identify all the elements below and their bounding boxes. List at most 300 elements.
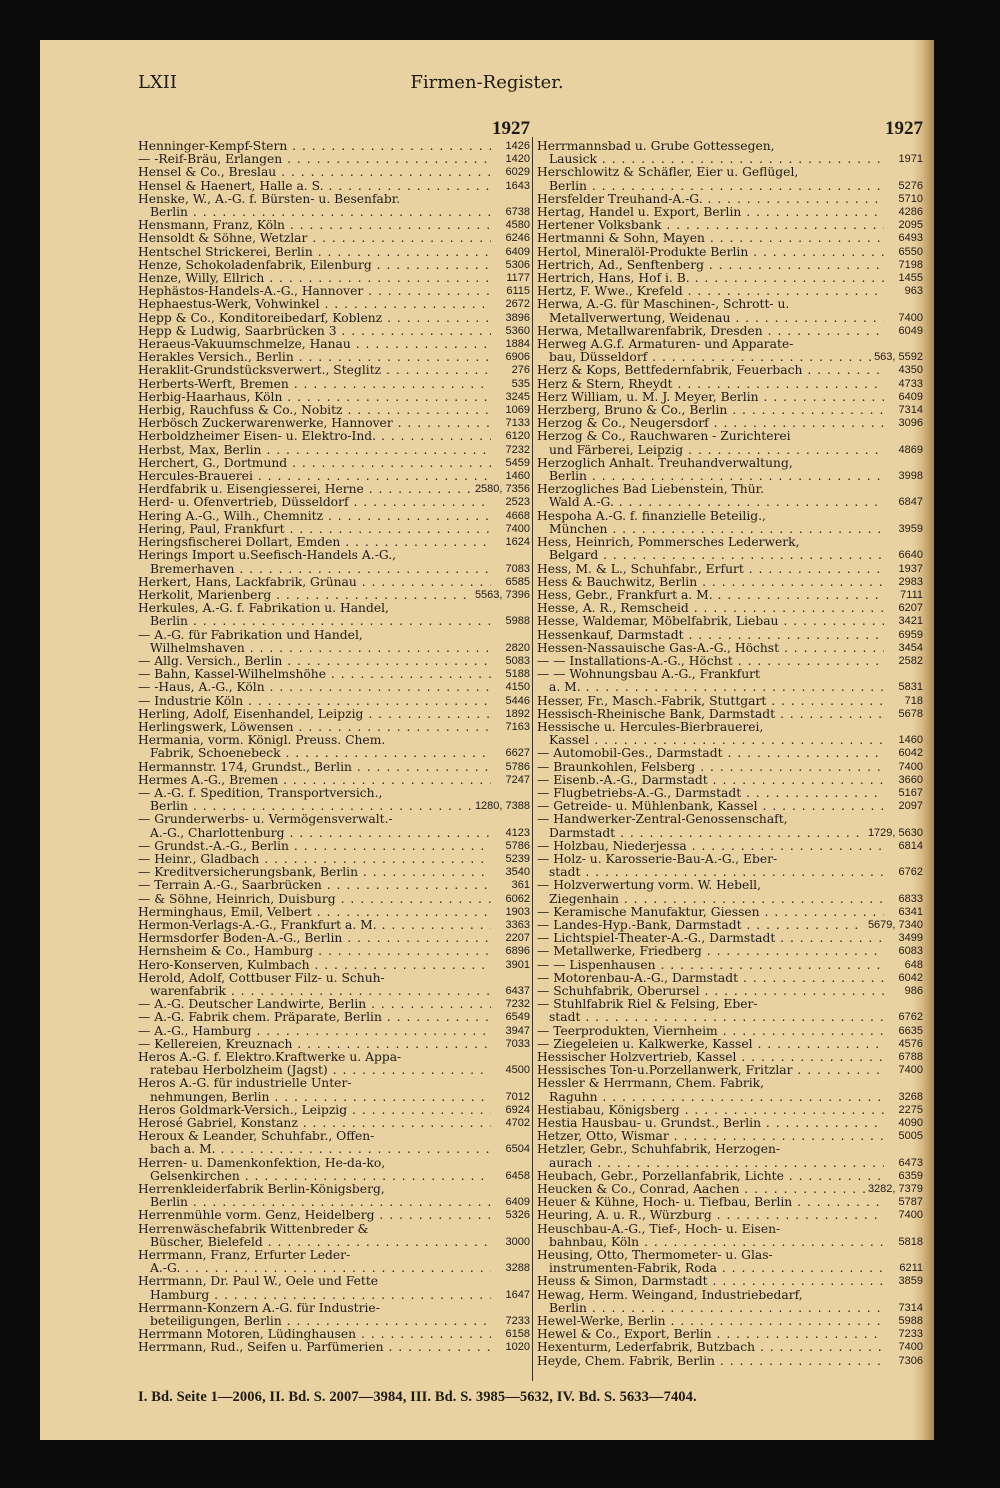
entry-company-name	[537, 298, 884, 324]
entry-page-reference: 5005	[898, 1130, 923, 1143]
entry-page-reference: 6211	[899, 1262, 923, 1275]
entry-company-name	[537, 1051, 884, 1064]
entry-name-continuation: Berlin . . .	[138, 206, 491, 219]
register-entry	[138, 1249, 530, 1275]
entry-name-line: Hepp & Ludwig, Saarbrücken 3 . . .	[138, 325, 491, 338]
register-entry	[537, 483, 923, 509]
register-entry	[537, 1183, 923, 1196]
entry-page-reference: 7306	[898, 1354, 923, 1367]
register-entry	[537, 1223, 923, 1249]
entry-name-line: Herkert, Hans, Lackfabrik, Grünau . . .	[138, 576, 491, 589]
entry-name-line: Hersfelder Treuhand-A.-G. . . .	[537, 193, 884, 206]
entry-name-line: Herschlowitz & Schäfler, Eier u. Geflügel,	[537, 166, 799, 180]
register-entry	[138, 602, 530, 628]
entry-company-name	[537, 1275, 884, 1288]
entry-page-reference: 7012	[505, 1090, 530, 1103]
entry-name-continuation: Hamburg . . .	[138, 1289, 491, 1302]
entry-page-reference: 7400	[505, 522, 530, 535]
entry-company-name	[537, 417, 884, 430]
entry-name-line: Hertag, Handel u. Export, Berlin . . .	[537, 206, 884, 219]
entry-company-name	[537, 906, 884, 919]
entry-page-reference: 6207	[898, 602, 923, 615]
entry-name-continuation: Berlin . . .	[138, 615, 491, 628]
entry-name-line: — -Reif-Bräu, Erlangen . . .	[138, 153, 491, 166]
entry-name-line: Heros A.-G. f. Elektro.Kraftwerke u. Appa-	[138, 1051, 402, 1065]
entry-company-name	[138, 932, 491, 945]
entry-name-continuation: A.-G., Charlottenburg . . .	[138, 827, 491, 840]
register-entry	[537, 1249, 923, 1275]
entry-name-continuation: München . . .	[537, 523, 884, 536]
entry-company-name	[537, 193, 884, 206]
entry-company-name	[138, 1183, 491, 1209]
entry-company-name	[138, 1223, 491, 1249]
entry-name-line: Herrenwäschefabrik Wittenbreder &	[138, 1222, 369, 1236]
entry-page-reference: 4580	[505, 219, 530, 232]
entry-company-name	[537, 721, 884, 747]
register-entry	[138, 1341, 530, 1354]
entry-page-reference: 4150	[505, 681, 530, 694]
entry-name-continuation: Fabrik, Schoenebeck . . .	[138, 747, 491, 760]
entry-page-reference: 2580, 7356	[474, 483, 530, 496]
page-number: LXII	[138, 72, 177, 93]
entry-name-line: Hetzler, Gebr., Schuhfabrik, Herzogen-	[537, 1143, 781, 1157]
entry-company-name	[537, 1104, 884, 1117]
entry-company-name	[537, 232, 884, 245]
register-entry	[138, 879, 530, 892]
register-entry	[537, 985, 923, 998]
entry-name-line: Hexenturm, Lederfabrik, Butzbach . . .	[537, 1341, 884, 1354]
entry-name-line: Hensel & Haenert, Halle a. S. . . .	[138, 180, 491, 193]
register-entry	[537, 166, 923, 192]
register-entry	[138, 470, 530, 483]
entry-page-reference: 5276	[898, 179, 923, 192]
entry-page-reference: 3245	[505, 390, 530, 403]
entry-company-name	[138, 140, 491, 153]
register-entry	[537, 417, 923, 430]
register-entry	[138, 140, 530, 153]
entry-company-name	[537, 774, 884, 787]
entry-name-continuation: Berlin . . .	[537, 180, 884, 193]
entry-page-reference: 6814	[898, 839, 923, 852]
entry-company-name	[138, 576, 491, 589]
entry-page-reference: 7111	[900, 588, 923, 601]
entry-page-reference: 6341	[898, 905, 923, 918]
entry-name-line: Hessischer Holzvertrieb, Kassel . . .	[537, 1051, 884, 1064]
entry-page-reference: 7400	[898, 1341, 923, 1354]
entry-name-line: Heusing, Otto, Thermometer- u. Glas-	[537, 1249, 773, 1263]
entry-name-line: Hensmann, Franz, Köln . . .	[138, 219, 491, 232]
entry-name-line: Herkolit, Marienberg . . .	[138, 589, 472, 602]
entry-page-reference: 4869	[898, 443, 923, 456]
entry-name-continuation: Wald A.-G. . . .	[537, 496, 884, 509]
entry-page-reference: 4090	[898, 1117, 923, 1130]
entry-page-reference: 1280, 7388	[474, 800, 530, 813]
entry-company-name	[138, 1130, 491, 1156]
entry-name-line: — Grundst.-A.-G., Berlin . . .	[138, 840, 491, 853]
register-entry	[537, 1117, 923, 1130]
entry-name-line: Hermania, vorm. Königl. Preuss. Chem.	[138, 734, 386, 748]
entry-page-reference: 3499	[898, 932, 923, 945]
entry-company-name	[138, 272, 491, 285]
entry-name-line: Hess & Bauchwitz, Berlin . . .	[537, 576, 884, 589]
entry-page-reference: 6246	[505, 232, 530, 245]
entry-company-name	[138, 338, 491, 351]
entry-name-line: — A.-G., Hamburg . . .	[138, 1025, 491, 1038]
entry-page-reference: 4576	[898, 1037, 923, 1050]
entry-page-reference: 6029	[505, 166, 530, 179]
entry-name-line: Hesse, Waldemar, Möbelfabrik, Liebau . . .	[537, 615, 884, 628]
entry-company-name	[537, 430, 884, 456]
entry-company-name	[138, 774, 491, 787]
entry-name-line: Herwa, Metallwarenfabrik, Dresden . . .	[537, 325, 884, 338]
entry-company-name	[537, 285, 884, 298]
register-entry	[138, 193, 530, 219]
entry-name-line: Herrmannsbad u. Grube Gottessegen,	[537, 140, 775, 153]
entry-company-name	[537, 206, 884, 219]
entry-name-continuation: Raguhn . . .	[537, 1091, 884, 1104]
entry-company-name	[537, 576, 884, 589]
entry-name-line: Herakles Versich., Berlin . . .	[138, 351, 491, 364]
entry-company-name	[537, 272, 884, 285]
register-entry	[537, 1025, 923, 1038]
entry-name-line: Herboldzheimer Eisen- u. Elektro-Ind. . . .	[138, 430, 491, 443]
entry-name-line: Heucken & Co., Conrad, Aachen . . .	[537, 1183, 865, 1196]
entry-name-line: Henze, Willy, Ellrich . . .	[138, 272, 491, 285]
entry-page-reference: 1643	[505, 179, 530, 192]
entry-name-line: Heros Goldmark-Versich., Leipzig . . .	[138, 1104, 491, 1117]
entry-page-reference: 3947	[505, 1024, 530, 1037]
register-entry	[537, 602, 923, 615]
entry-name-line: Herrmann, Dr. Paul W., Oele und Fette	[138, 1275, 379, 1289]
entry-company-name	[537, 708, 884, 721]
register-entry	[537, 536, 923, 562]
register-entry	[537, 615, 923, 628]
right-year-heading: 1927	[885, 118, 923, 139]
entry-company-name	[138, 1077, 491, 1103]
entry-name-line: — Industrie Köln . . .	[138, 695, 491, 708]
entry-name-continuation: Berlin . . .	[138, 800, 472, 813]
register-entry	[537, 906, 923, 919]
entry-name-line: — Allg. Versich., Berlin . . .	[138, 655, 491, 668]
entry-company-name	[537, 1143, 884, 1169]
entry-company-name	[138, 1011, 491, 1024]
entry-company-name	[138, 919, 491, 932]
register-entry	[138, 629, 530, 655]
entry-company-name	[138, 246, 491, 259]
register-entry	[138, 1209, 530, 1222]
entry-name-continuation: bau, Düsseldorf . . .	[537, 351, 871, 364]
entry-name-line: Hespoha A.-G. f. finanzielle Beteilig.,	[537, 509, 766, 523]
entry-name-line: Hessisches Ton-u.Porzellanwerk, Fritzlar . . .	[537, 1064, 884, 1077]
entry-name-line: Hepp & Co., Konditoreibedarf, Koblenz . . .	[138, 312, 491, 325]
entry-name-line: — A.-G. Fabrik chem. Präparate, Berlin . . .	[138, 1011, 491, 1024]
entry-company-name	[138, 1117, 491, 1130]
register-entry	[537, 959, 923, 972]
register-entry	[138, 774, 530, 787]
entry-page-reference: 6762	[898, 866, 923, 879]
entry-name-line: Herling, Adolf, Eisenhandel, Leipzig . . .	[138, 708, 491, 721]
entry-page-reference: 718	[904, 694, 923, 707]
register-entry	[537, 378, 923, 391]
register-entry	[138, 1038, 530, 1051]
entry-company-name	[138, 325, 491, 338]
entry-page-reference: 1647	[505, 1288, 530, 1301]
entry-name-line: Hermsdorfer Boden-A.-G., Berlin . . .	[138, 932, 491, 945]
entry-name-line: Hensoldt & Söhne, Wetzlar . . .	[138, 232, 491, 245]
register-entry	[537, 1289, 923, 1315]
entry-page-reference: 986	[904, 985, 923, 997]
entry-name-line: — Landes-Hyp.-Bank, Darmstadt . . .	[537, 919, 865, 932]
entry-page-reference: 6959	[898, 628, 923, 641]
entry-name-continuation: Belgard . . .	[537, 549, 884, 562]
entry-company-name	[537, 378, 884, 391]
register-entry	[138, 998, 530, 1011]
register-entry	[537, 642, 923, 655]
entry-company-name	[537, 457, 884, 483]
entry-page-reference: 7232	[505, 443, 530, 456]
entry-page-reference: 1971	[898, 153, 923, 166]
register-entry	[537, 510, 923, 536]
entry-name-line: Herchert, G., Dortmund . . .	[138, 457, 491, 470]
register-entry	[537, 206, 923, 219]
register-entry	[138, 536, 530, 549]
entry-page-reference: 2275	[898, 1103, 923, 1116]
entry-page-reference: 6158	[505, 1328, 530, 1341]
entry-company-name	[537, 668, 884, 694]
entry-page-reference: 6550	[898, 245, 923, 258]
entry-company-name	[537, 1223, 884, 1249]
entry-name-line: Hewag, Herm. Weingand, Industriebedarf,	[537, 1288, 803, 1302]
entry-company-name	[138, 1209, 491, 1222]
entry-name-line: — Stuhlfabrik Riel & Felsing, Eber-	[537, 998, 758, 1012]
entry-name-line: Herminghaus, Emil, Velbert . . .	[138, 906, 491, 919]
entry-page-reference: 1426	[505, 140, 530, 152]
entry-company-name	[138, 734, 491, 760]
entry-company-name	[138, 1249, 491, 1275]
entry-company-name	[537, 1315, 884, 1328]
entry-company-name	[138, 391, 491, 404]
entry-company-name	[138, 166, 491, 179]
entry-page-reference: 4350	[898, 364, 923, 377]
entry-name-line: — Kellereien, Kreuznach . . .	[138, 1038, 491, 1051]
entry-name-line: — Ziegeleien u. Kalkwerke, Kassel . . .	[537, 1038, 884, 1051]
entry-name-continuation: Ziegenhain . . .	[537, 893, 884, 906]
register-entry	[138, 232, 530, 245]
entry-name-continuation: bahnbau, Köln . . .	[537, 1236, 884, 1249]
entry-company-name	[138, 589, 472, 602]
register-entry	[138, 1077, 530, 1103]
entry-page-reference: 3421	[898, 615, 923, 628]
entry-name-continuation: Lausick . . .	[537, 153, 884, 166]
entry-company-name	[537, 1355, 884, 1368]
register-entry	[537, 298, 923, 324]
entry-name-line: Heros A.-G. für industrielle Unter-	[138, 1077, 352, 1091]
entry-page-reference: 2983	[898, 575, 923, 588]
entry-company-name	[138, 219, 491, 232]
entry-company-name	[138, 404, 491, 417]
entry-name-line: Hestiabau, Königsberg . . .	[537, 1104, 884, 1117]
entry-page-reference: 5678	[898, 707, 923, 720]
register-entry	[537, 668, 923, 694]
entry-page-reference: 3454	[898, 641, 923, 654]
entry-name-line: Herrenmühle vorm. Genz, Heidelberg . . .	[138, 1209, 491, 1222]
entry-name-line: Hernsheim & Co., Hamburg . . .	[138, 945, 491, 958]
entry-name-line: — A.-G. für Fabrikation und Handel,	[138, 628, 363, 642]
entry-name-line: Hess, Heinrich, Pommersches Lederwerk,	[537, 536, 800, 550]
entry-name-line: — Eisenb.-A.-G., Darmstadt . . .	[537, 774, 884, 787]
entry-name-line: Heyde, Chem. Fabrik, Berlin . . .	[537, 1355, 884, 1368]
entry-name-line: Hephaestus-Werk, Vohwinkel . . .	[138, 298, 491, 311]
entry-name-continuation: Büscher, Bielefeld . . .	[138, 1236, 491, 1249]
register-entry	[138, 180, 530, 193]
entry-page-reference: 6924	[505, 1103, 530, 1116]
entry-name-line: — Lichtspiel-Theater-A.-G., Darmstadt . . .	[537, 932, 884, 945]
entry-name-line: Herings Import u.Seefisch-Handels A.-G.,	[138, 549, 397, 563]
entry-name-continuation: und Färberei, Leipzig . . .	[537, 444, 884, 457]
entry-name-line: Hering, Paul, Frankfurt . . .	[138, 523, 491, 536]
entry-page-reference: 3896	[505, 311, 530, 324]
register-entry	[138, 708, 530, 721]
entry-name-continuation: Wilhelmshaven . . .	[138, 642, 491, 655]
entry-name-line: — Braunkohlen, Felsberg . . .	[537, 761, 884, 774]
entry-page-reference: 6738	[505, 206, 530, 219]
register-entry	[138, 1275, 530, 1301]
entry-page-reference: 6042	[898, 971, 923, 984]
entry-company-name	[138, 378, 491, 391]
page-title: Firmen-Register.	[410, 72, 564, 93]
entry-company-name	[537, 695, 884, 708]
register-entry	[537, 840, 923, 853]
register-entry	[537, 457, 923, 483]
entry-company-name	[537, 1209, 884, 1222]
entry-page-reference: 2095	[898, 219, 923, 232]
register-entry	[138, 681, 530, 694]
entry-page-reference: 3660	[898, 773, 923, 786]
entry-page-reference: 6437	[505, 985, 530, 997]
entry-company-name	[537, 404, 884, 417]
entry-page-reference: 6359	[898, 1169, 923, 1182]
entry-page-reference: 5083	[505, 654, 530, 667]
register-entry	[537, 721, 923, 747]
entry-name-line: Herrmann Motoren, Lüdinghausen . . .	[138, 1328, 491, 1341]
entry-company-name	[138, 721, 491, 734]
entry-name-line: — Heinr., Gladbach . . .	[138, 853, 491, 866]
entry-page-reference: 6115	[506, 285, 530, 298]
entry-name-continuation: Darmstadt . . .	[537, 827, 865, 840]
entry-page-reference: 4500	[505, 1064, 530, 1077]
entry-page-reference: 6896	[505, 945, 530, 958]
register-entry	[537, 404, 923, 417]
entry-name-line: — Holzverwertung vorm. W. Hebell,	[537, 879, 762, 893]
entry-page-reference: 5167	[898, 786, 923, 799]
entry-page-reference: 7198	[898, 258, 923, 271]
register-entry	[138, 1130, 530, 1156]
register-entry	[537, 1104, 923, 1117]
entry-name-line: Herzogliches Bad Liebenstein, Thür.	[537, 483, 765, 497]
register-entry	[537, 285, 923, 298]
entry-name-line: Herd- u. Ofenvertrieb, Düsseldorf . . .	[138, 496, 491, 509]
entry-name-line: Herbig-Haarhaus, Köln . . .	[138, 391, 491, 404]
entry-name-line: Hermon-Verlags-A.-G., Frankfurt a. M. . . .	[138, 919, 491, 932]
register-entry	[138, 761, 530, 774]
register-entry	[537, 787, 923, 800]
register-entry	[537, 272, 923, 285]
entry-company-name	[138, 180, 491, 193]
entry-company-name	[138, 364, 491, 377]
entry-company-name	[537, 840, 884, 853]
register-entry	[537, 1355, 923, 1368]
entry-name-continuation: Kassel . . .	[537, 734, 884, 747]
entry-name-line: Herrmann, Rud., Seifen u. Parfümerien . . .	[138, 1341, 491, 1354]
register-entry	[537, 761, 923, 774]
entry-name-line: — Terrain A.-G., Saarbrücken . . .	[138, 879, 491, 892]
entry-page-reference: 5360	[505, 324, 530, 337]
entry-page-reference: 5988	[898, 1315, 923, 1328]
entry-company-name	[537, 919, 865, 932]
entry-name-line: Hertz, F. Wwe., Krefeld . . .	[537, 285, 884, 298]
entry-company-name	[138, 1328, 491, 1341]
entry-company-name	[138, 972, 491, 998]
entry-company-name	[138, 761, 491, 774]
entry-name-line: Hertol, Mineralöl-Produkte Berlin . . .	[537, 246, 884, 259]
register-entry	[537, 325, 923, 338]
entry-page-reference: 648	[904, 958, 923, 971]
entry-company-name	[138, 1025, 491, 1038]
entry-name-line: Hermes A.-G., Bremen . . .	[138, 774, 491, 787]
entry-name-line: Herzberg, Bruno & Co., Berlin . . .	[537, 404, 884, 417]
register-entry	[537, 1064, 923, 1077]
entry-page-reference: 6409	[898, 390, 923, 403]
register-entry	[138, 787, 530, 813]
entry-company-name	[537, 959, 884, 972]
entry-company-name	[138, 695, 491, 708]
entry-name-continuation: beteiligungen, Berlin . . .	[138, 1315, 491, 1328]
entry-company-name	[537, 1328, 884, 1341]
entry-page-reference: 7133	[505, 417, 530, 430]
entry-name-continuation: warenfabrik . . .	[138, 985, 491, 998]
entry-name-line: Heringsfischerei Dollart, Emden . . .	[138, 536, 491, 549]
entry-page-reference: 5831	[898, 681, 923, 694]
register-entry	[537, 563, 923, 576]
entry-company-name	[537, 853, 884, 879]
page-header	[40, 72, 934, 96]
entry-name-line: Herrenkleiderfabrik Berlin-Königsberg,	[138, 1183, 385, 1197]
entry-name-line: Hertmanni & Sohn, Mayen . . .	[537, 232, 884, 245]
entry-company-name	[138, 998, 491, 1011]
entry-company-name	[537, 1130, 884, 1143]
entry-page-reference: 4123	[505, 826, 530, 839]
entry-name-line: Hessler & Herrmann, Chem. Fabrik,	[537, 1077, 765, 1091]
register-entry	[138, 351, 530, 364]
entry-name-line: — -Haus, A.-G., Köln . . .	[138, 681, 491, 694]
register-entry	[138, 404, 530, 417]
register-entry	[138, 668, 530, 681]
entry-page-reference: 6062	[505, 892, 530, 905]
entry-name-line: Herweg A.G.f. Armaturen- und Apparate-	[537, 338, 794, 352]
register-entry	[138, 444, 530, 457]
entry-company-name	[537, 1289, 884, 1315]
entry-page-reference: 6762	[898, 1011, 923, 1024]
entry-page-reference: 2672	[505, 298, 530, 311]
entry-page-reference: 5459	[505, 456, 530, 469]
entry-name-line: Hensel & Co., Breslau . . .	[138, 166, 491, 179]
register-entry	[537, 1341, 923, 1354]
entry-name-line: Herwa, A.-G. für Maschinen-, Schrott- u.	[537, 298, 790, 312]
entry-company-name	[537, 972, 884, 985]
entry-page-reference: 3540	[505, 866, 530, 879]
entry-page-reference: 1420	[505, 153, 530, 166]
entry-name-line: Hertener Volksbank . . .	[537, 219, 884, 232]
